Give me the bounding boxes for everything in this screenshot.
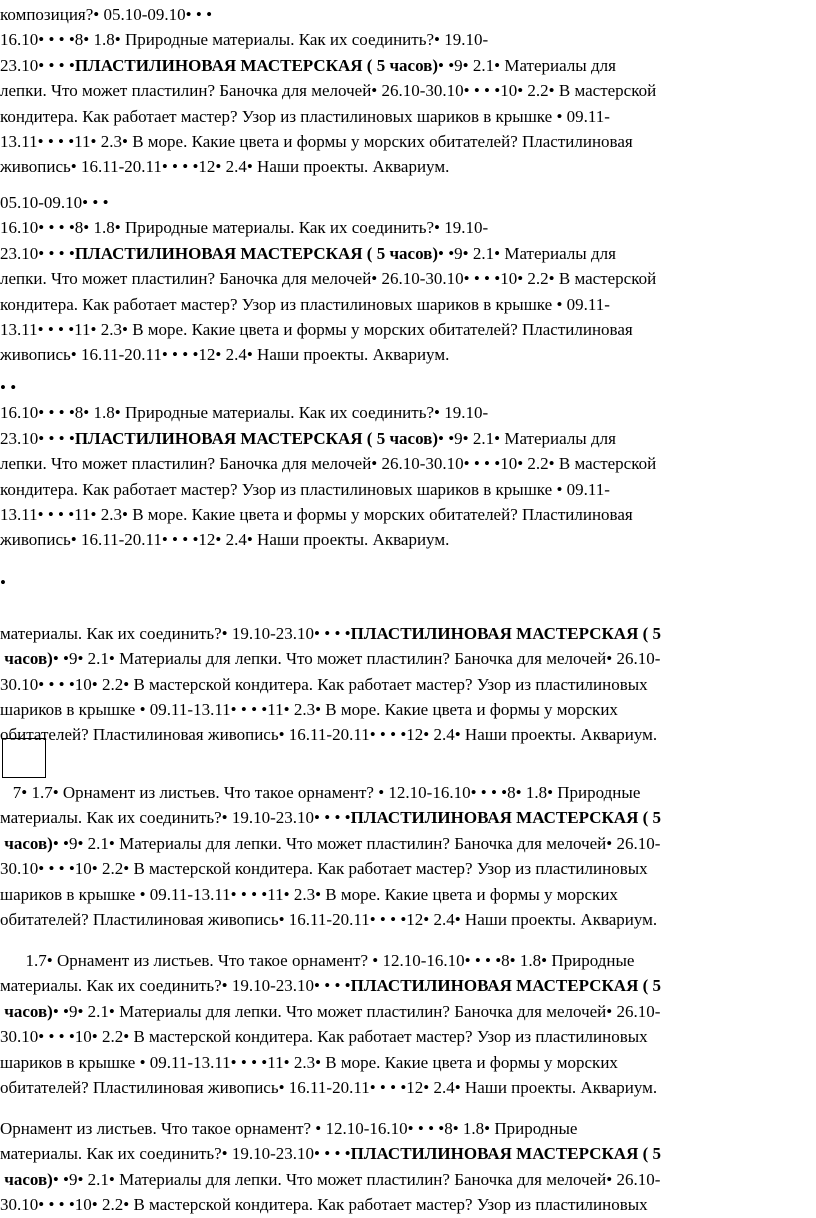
bold-title-segment: часов) <box>0 1169 53 1189</box>
text-line: 16.10• • • •8• 1.8• Природные материалы. Как их соединить?• 19.10- <box>0 218 489 238</box>
text-line: 30.10• • • •10• 2.2• В мастерской кондитера. Как работает мастер? Узор из пластилиновых <box>0 1195 648 1215</box>
text-segment: • •9• 2.1• Материалы для лепки. Что может пластилин? Баночка для мелочей• 26.10- <box>52 1001 661 1021</box>
text-line: обитателей? Пластилиновая живопись• 16.11-20.11• • • •12• 2.4• Наши проекты. Аквариум. <box>0 725 658 745</box>
text-line: 13.11• • • •11• 2.3• В море. Какие цвета и формы у морских обитателей? Пластилиновая <box>0 504 633 524</box>
text-line: • • <box>0 378 17 397</box>
paragraph-3 <box>0 375 816 553</box>
text-line <box>0 646 816 671</box>
text-line: композиция?• 05.10-09.10• • • <box>0 5 213 24</box>
text-segment: 23.10• • • • <box>0 428 75 448</box>
bold-title-segment: ПЛАСТИЛИНОВАЯ МАСТЕРСКАЯ ( 5 часов) <box>74 428 439 448</box>
text-line: • <box>0 573 6 592</box>
text-line: шариков в крышке • 09.11-13.11• • • •11• 2.3• В море. Какие цвета и формы у морских <box>0 1052 618 1072</box>
text-segment: 23.10• • • • <box>0 55 75 75</box>
text-line: 16.10• • • •8• 1.8• Природные материалы. Как их соединить?• 19.10- <box>0 403 489 423</box>
bold-title-segment: часов) <box>0 1001 53 1021</box>
text-segment: • •9• 2.1• Материалы для <box>438 428 616 448</box>
text-line: Орнамент из листьев. Что такое орнамент? • 12.10-16.10• • • •8• 1.8• Природные <box>0 1119 578 1138</box>
text-line: живопись• 16.11-20.11• • • •12• 2.4• Наши проекты. Аквариум. <box>0 157 450 177</box>
text-line: 13.11• • • •11• 2.3• В море. Какие цвета и формы у морских обитателей? Пластилиновая <box>0 131 633 151</box>
text-segment: 23.10• • • • <box>0 243 75 263</box>
text-line: 1.7• Орнамент из листьев. Что такое орнамент? • 12.10-16.10• • • •8• 1.8• Природные <box>0 951 635 970</box>
text-line: живопись• 16.11-20.11• • • •12• 2.4• Наши проекты. Аквариум. <box>0 345 450 365</box>
text-line <box>0 621 816 646</box>
text-line <box>0 1167 816 1192</box>
text-line: обитателей? Пластилиновая живопись• 16.11-20.11• • • •12• 2.4• Наши проекты. Аквариум. <box>0 909 658 929</box>
bold-title-segment: ПЛАСТИЛИНОВАЯ МАСТЕРСКАЯ ( 5 <box>350 808 662 828</box>
text-line <box>0 973 816 998</box>
text-line: 16.10• • • •8• 1.8• Природные материалы. Как их соединить?• 19.10- <box>0 30 489 50</box>
text-segment: материалы. Как их соединить?• 19.10-23.10• • • • <box>0 1144 351 1164</box>
text-line: лепки. Что может пластилин? Баночка для мелочей• 26.10-30.10• • • •10• 2.2• В мастерской <box>0 454 657 474</box>
text-segment: • •9• 2.1• Материалы для лепки. Что может пластилин? Баночка для мелочей• 26.10- <box>52 1169 661 1189</box>
text-line: лепки. Что может пластилин? Баночка для мелочей• 26.10-30.10• • • •10• 2.2• В мастерской <box>0 269 657 289</box>
text-line <box>0 805 816 830</box>
text-line <box>0 999 816 1024</box>
text-line: 30.10• • • •10• 2.2• В мастерской кондитера. Как работает мастер? Узор из пластилиновых <box>0 859 648 879</box>
paragraph-5 <box>0 780 816 932</box>
text-segment: • •9• 2.1• Материалы для лепки. Что может пластилин? Баночка для мелочей• 26.10- <box>52 649 661 669</box>
text-line <box>0 595 816 620</box>
bold-title-segment: ПЛАСТИЛИНОВАЯ МАСТЕРСКАЯ ( 5 <box>350 976 662 996</box>
text-segment: • •9• 2.1• Материалы для лепки. Что может пластилин? Баночка для мелочей• 26.10- <box>52 833 661 853</box>
paragraph-1 <box>0 2 816 180</box>
paragraph-2 <box>0 190 816 368</box>
text-line <box>0 241 816 266</box>
text-line: обитателей? Пластилиновая живопись• 16.11-20.11• • • •12• 2.4• Наши проекты. Аквариум. <box>0 1077 658 1097</box>
text-line: 30.10• • • •10• 2.2• В мастерской кондитера. Как работает мастер? Узор из пластилиновых <box>0 674 648 694</box>
text-segment: материалы. Как их соединить?• 19.10-23.10• • • • <box>0 808 351 828</box>
text-line: кондитера. Как работает мастер? Узор из пластилиновых шариков в крышке • 09.11- <box>0 106 610 126</box>
paragraph-6 <box>0 948 816 1100</box>
text-segment: материалы. Как их соединить?• 19.10-23.10• • • • <box>0 976 351 996</box>
text-line <box>0 426 816 451</box>
text-line: шариков в крышке • 09.11-13.11• • • •11• 2.3• В море. Какие цвета и формы у морских <box>0 699 618 719</box>
text-line: 05.10-09.10• • • <box>0 193 109 212</box>
bold-title-segment: часов) <box>0 649 53 669</box>
empty-table-cell <box>2 738 46 778</box>
paragraph-7 <box>0 1116 816 1218</box>
paragraph-4 <box>0 570 816 748</box>
bold-title-segment: ПЛАСТИЛИНОВАЯ МАСТЕРСКАЯ ( 5 часов) <box>74 55 439 75</box>
text-line: живопись• 16.11-20.11• • • •12• 2.4• Наши проекты. Аквариум. <box>0 530 450 550</box>
text-line: 7• 1.7• Орнамент из листьев. Что такое орнамент? • 12.10-16.10• • • •8• 1.8• Природные <box>0 783 641 802</box>
text-line <box>0 1141 816 1166</box>
text-segment: • •9• 2.1• Материалы для <box>438 243 616 263</box>
text-line: лепки. Что может пластилин? Баночка для мелочей• 26.10-30.10• • • •10• 2.2• В мастерской <box>0 81 657 101</box>
bold-title-segment: ПЛАСТИЛИНОВАЯ МАСТЕРСКАЯ ( 5 <box>350 1144 662 1164</box>
text-segment: материалы. Как их соединить?• 19.10-23.10• • • • <box>0 623 351 643</box>
text-line <box>0 53 816 78</box>
text-line: 30.10• • • •10• 2.2• В мастерской кондитера. Как работает мастер? Узор из пластилиновых <box>0 1027 648 1047</box>
text-line: шариков в крышке • 09.11-13.11• • • •11• 2.3• В море. Какие цвета и формы у морских <box>0 884 618 904</box>
text-line: 13.11• • • •11• 2.3• В море. Какие цвета и формы у морских обитателей? Пластилиновая <box>0 319 633 339</box>
bold-title-segment: ПЛАСТИЛИНОВАЯ МАСТЕРСКАЯ ( 5 часов) <box>74 243 439 263</box>
bold-title-segment: ПЛАСТИЛИНОВАЯ МАСТЕРСКАЯ ( 5 <box>350 623 662 643</box>
bold-title-segment: часов) <box>0 833 53 853</box>
text-line: кондитера. Как работает мастер? Узор из пластилиновых шариков в крышке • 09.11- <box>0 294 610 314</box>
text-line <box>0 831 816 856</box>
text-line: кондитера. Как работает мастер? Узор из пластилиновых шариков в крышке • 09.11- <box>0 479 610 499</box>
text-segment: • •9• 2.1• Материалы для <box>438 55 616 75</box>
